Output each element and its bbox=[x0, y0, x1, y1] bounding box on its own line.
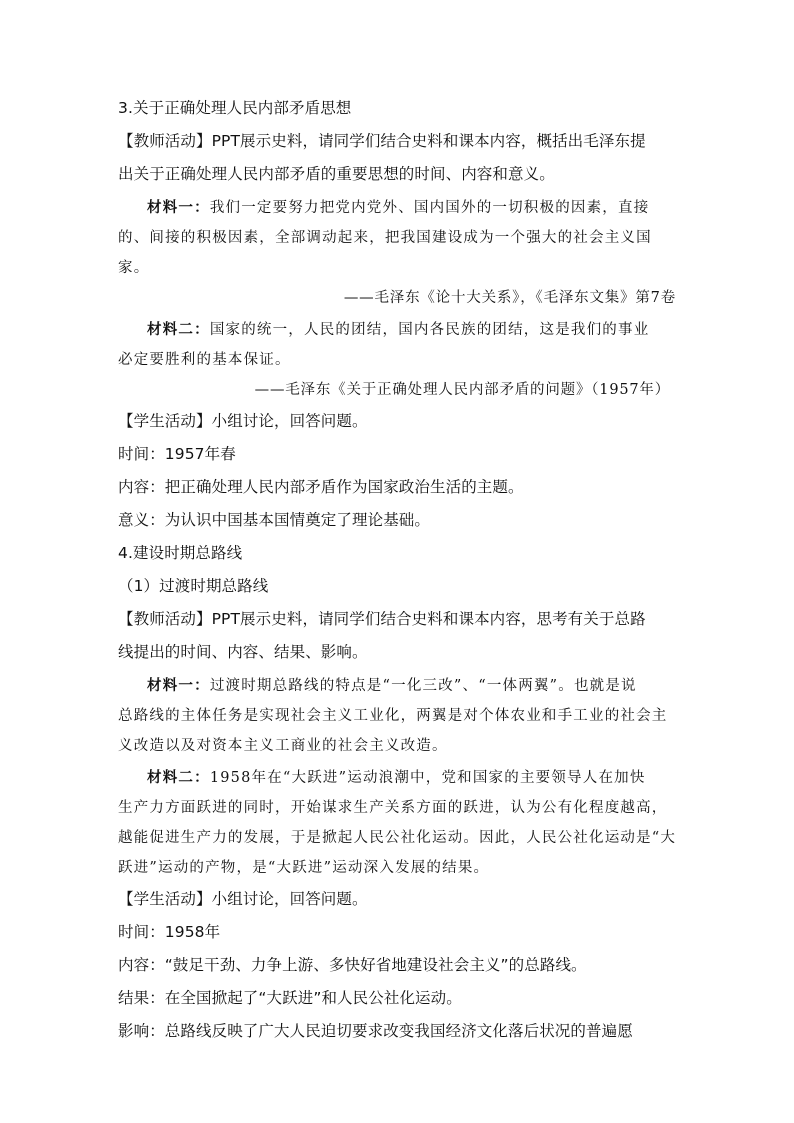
section4-material1-label: 材料一： bbox=[147, 677, 210, 694]
section3-material1-line3: 家。 bbox=[118, 260, 150, 276]
section4-material1-line1: 材料一：过渡时期总路线的特点是“一化三改”、“一体两翼”。也就是说 bbox=[147, 677, 637, 694]
section3-student-activity: 【学生活动】小组讨论，回答问题。 bbox=[118, 412, 368, 430]
section4-result: 结果：在全国掀起了“大跃进”和人民公社化运动。 bbox=[118, 989, 462, 1007]
section3-material2-label: 材料二： bbox=[147, 321, 210, 338]
section3-content: 内容：把正确处理人民内部矛盾作为国家政治生活的主题。 bbox=[118, 478, 524, 496]
section4-material1 bbox=[118, 671, 678, 761]
section3-material1-line2: 的、间接的积极因素，全部调动起来，把我国建设成为一个强大的社会主义国 bbox=[118, 230, 652, 246]
section4-material2 bbox=[118, 763, 678, 883]
section4-material1-line2: 总路线的主体任务是实现社会主义工业化，两翼是对个体农业和手工业的社会主 bbox=[118, 708, 668, 724]
section4-time: 时间：1958年 bbox=[118, 923, 221, 941]
section4-material1-line3: 义改造以及对资本主义工商业的社会主义改造。 bbox=[118, 738, 448, 754]
section3-material1-label: 材料一： bbox=[147, 199, 210, 216]
document-page bbox=[118, 92, 678, 1048]
section3-teacher-activity-line2: 出关于正确处理人民内部矛盾的重要思想的时间、内容和意义。 bbox=[118, 165, 555, 183]
section4-material2-line2: 生产力方面跃进的同时，开始谋求生产关系方面的跃进，认为公有化程度越高， bbox=[118, 800, 668, 816]
section3-time: 时间：1957年春 bbox=[118, 445, 236, 463]
section3-material2-line2: 必定要胜利的基本保证。 bbox=[118, 352, 291, 368]
section3-material2 bbox=[118, 315, 678, 405]
section3-material1-source: ——毛泽东《论十大关系》，《毛泽东文集》第7卷 bbox=[343, 290, 676, 306]
section4-material2-line1: 材料二：1958年在“大跃进”运动浪潮中，党和国家的主要领导人在加快 bbox=[147, 769, 646, 786]
section4-heading: 4.建设时期总路线 bbox=[118, 544, 243, 562]
section4-content: 内容：“鼓足干劲、力争上游、多快好省地建设社会主义”的总路线。 bbox=[118, 956, 587, 974]
section3-meaning: 意义：为认识中国基本国情奠定了理论基础。 bbox=[118, 511, 431, 529]
section4-subheading: （1）过渡时期总路线 bbox=[118, 577, 269, 595]
section3-material2-line1: 材料二：国家的统一，人民的团结，国内各民族的团结，这是我们的事业 bbox=[147, 321, 650, 338]
section4-student-activity: 【学生活动】小组讨论，回答问题。 bbox=[118, 890, 368, 908]
section4-material2-line3: 越能促进生产力的发展，于是掀起人民公社化运动。因此，人民公社化运动是“大 bbox=[118, 830, 677, 846]
section3-teacher-activity-line1: 【教师活动】PPT展示史料，请同学们结合史料和课本内容，概括出毛泽东提 bbox=[118, 132, 646, 150]
section4-impact: 影响：总路线反映了广大人民迫切要求改变我国经济文化落后状况的普遍愿 bbox=[118, 1022, 633, 1040]
section3-heading: 3.关于正确处理人民内部矛盾思想 bbox=[118, 99, 352, 117]
section4-material2-line4: 跃进”运动的产物，是“大跃进”运动深入发展的结果。 bbox=[118, 860, 490, 876]
section3-material1-line1: 材料一：我们一定要努力把党内党外、国内国外的一切积极的因素，直接 bbox=[147, 199, 650, 216]
section4-teacher-activity-line1: 【教师活动】PPT展示史料，请同学们结合史料和课本内容，思考有关于总路 bbox=[118, 610, 646, 628]
section4-teacher-activity-line2: 线提出的时间、内容、结果、影响。 bbox=[118, 643, 368, 661]
section3-material1 bbox=[118, 193, 678, 313]
section3-material2-source: ——毛泽东《关于正确处理人民内部矛盾的问题》（1957年） bbox=[254, 382, 670, 398]
section4-material2-label: 材料二： bbox=[147, 769, 210, 786]
